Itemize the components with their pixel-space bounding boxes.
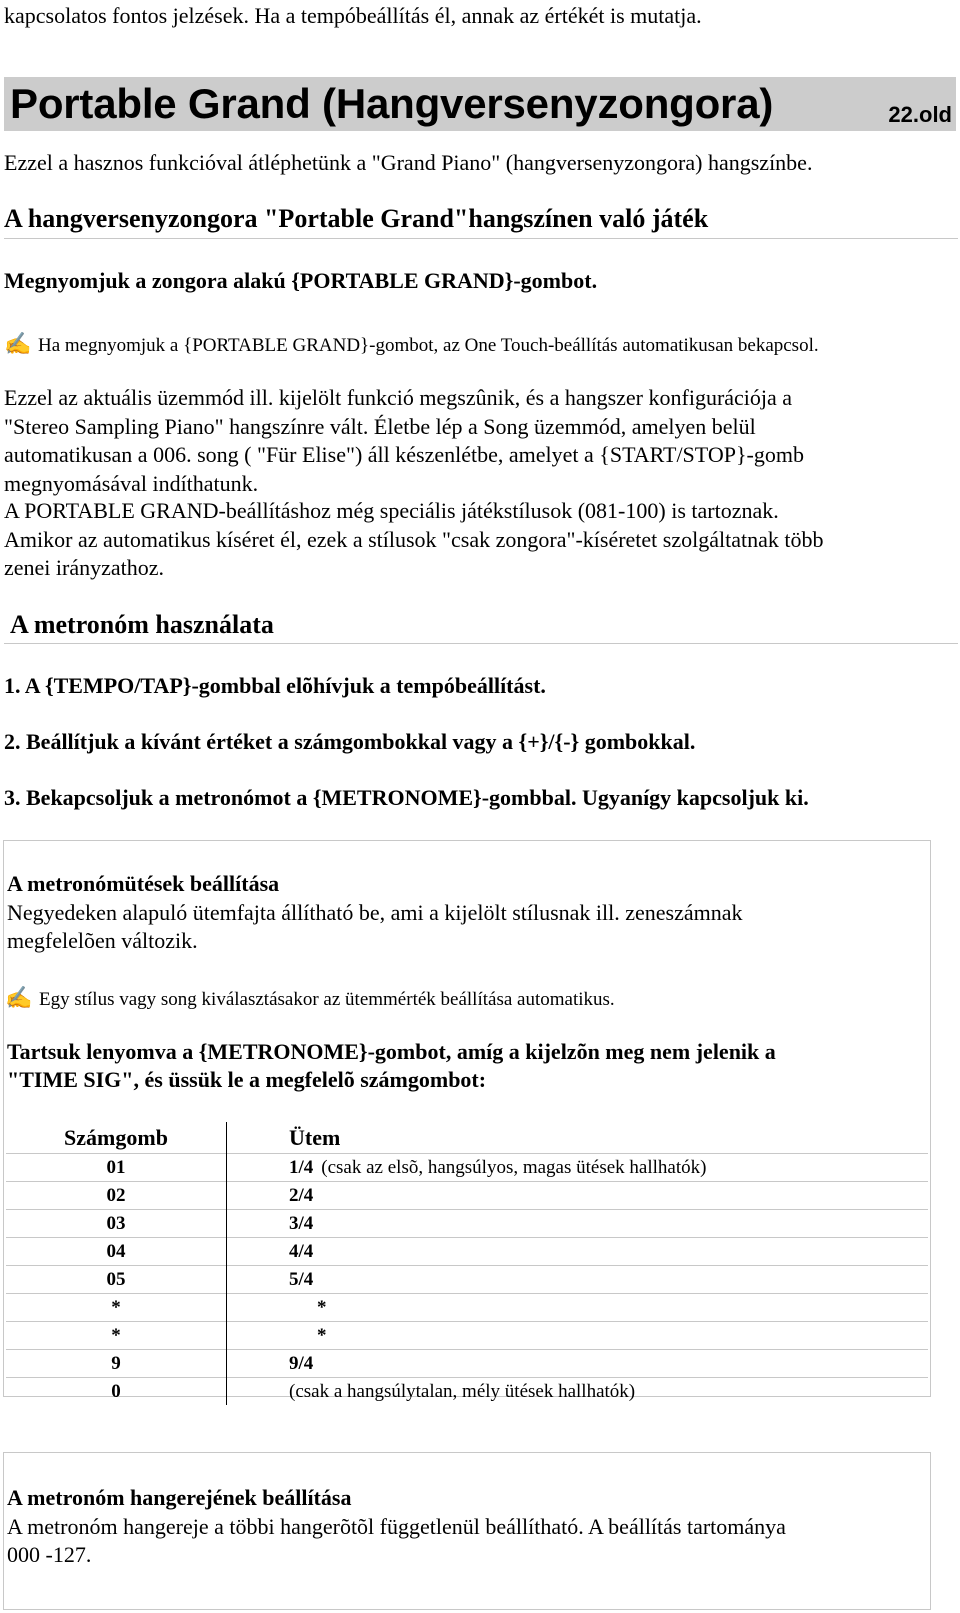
press-instruction: Megnyomjuk a zongora alakú {PORTABLE GRAND}-gombot. xyxy=(4,268,598,293)
paragraph-line: Ezzel az aktuális üzemmód ill. kijelölt funkció megszûnik, és a hangszer konfigurációja a xyxy=(4,385,793,410)
portable-intro: Ezzel a hasznos funkcióval átléphetünk a "Grand Piano" (hangversenyzongora) hangszínbe. xyxy=(4,150,813,175)
note-portable-grand xyxy=(4,331,819,357)
metronome-heading: A metronóm használata xyxy=(10,610,274,639)
paragraph-line: megfelelõen változik. xyxy=(7,928,198,953)
note-text: Ha megnyomjuk a {PORTABLE GRAND}-gombot, az One Touch-beállítás automatikusan bekapcsol. xyxy=(38,335,819,356)
table-cell-key: 05 xyxy=(6,1266,227,1294)
table-cell-key: 02 xyxy=(6,1182,227,1210)
note-text: Egy stílus vagy song kiválasztásakor az ütemmérték beállítása automatikus. xyxy=(39,989,615,1010)
step-3: 3. Bekapcsoljuk a metronómot a {METRONOME}-gombbal. Ugyanígy kapcsoljuk ki. xyxy=(4,785,809,810)
meter-value: 5/4 xyxy=(289,1268,314,1290)
meter-value: 2/4 xyxy=(289,1184,314,1206)
column-header-value: Ütem xyxy=(289,1124,341,1150)
table-cell-value xyxy=(227,1322,929,1350)
paragraph-line: automatikusan a 006. song ( "Für Elise") áll készenlétbe, amelyet a {START/STOP}-gomb xyxy=(4,442,804,468)
paragraph-styles xyxy=(4,497,929,583)
table-row xyxy=(6,1210,928,1238)
table-cell-key: 9 xyxy=(6,1350,227,1378)
paragraph-mode-change xyxy=(4,384,929,498)
table-cell-key: 03 xyxy=(6,1210,227,1238)
table-cell-key: 0 xyxy=(6,1378,227,1406)
pencil-writing-icon: ✍ xyxy=(5,985,33,1010)
table-row xyxy=(6,1350,928,1378)
paragraph-line: Amikor az automatikus kíséret él, ezek a stílusok "csak zongora"-kíséretet szolgáltatnak több xyxy=(4,526,824,552)
instruction-line: "TIME SIG", és üssük le a megfelelõ számgombot: xyxy=(7,1067,487,1092)
table-cell-value xyxy=(227,1266,929,1294)
volume-heading: A metronóm hangerejének beállítása xyxy=(7,1485,352,1510)
pencil-writing-icon: ✍ xyxy=(4,331,32,356)
table-cell-value xyxy=(227,1238,929,1266)
table-cell-value xyxy=(227,1182,929,1210)
paragraph-line: Negyedeken alapuló ütemfajta állítható be, ami a kijelölt stílusnak ill. zeneszámnak xyxy=(7,900,743,925)
divider xyxy=(4,238,958,239)
meter-description: (csak a hangsúlytalan, mély ütések hallhatók) xyxy=(289,1380,636,1402)
paragraph-line: A PORTABLE GRAND-beállításhoz még speciális játékstílusok (081-100) is tartoznak. xyxy=(4,498,779,523)
table-row xyxy=(6,1322,928,1350)
beats-description xyxy=(7,899,743,955)
meter-value: * xyxy=(317,1324,327,1346)
table-row xyxy=(6,1294,928,1322)
table-cell-key: 01 xyxy=(6,1154,227,1182)
table-cell-value xyxy=(227,1210,929,1238)
table-row xyxy=(6,1266,928,1294)
paragraph-line: zenei irányzathoz. xyxy=(4,555,165,581)
table-cell-value xyxy=(227,1378,929,1406)
page-reference: 22.old xyxy=(888,102,952,127)
note-time-signature xyxy=(5,985,615,1011)
paragraph-line: megnyomásával indíthatunk. xyxy=(4,470,259,496)
paragraph-line: 000 -127. xyxy=(7,1542,92,1567)
table-row xyxy=(6,1238,928,1266)
table-cell-key: * xyxy=(6,1294,227,1322)
meter-value: 4/4 xyxy=(289,1240,314,1262)
table-cell-key: 04 xyxy=(6,1238,227,1266)
intro-line: kapcsolatos fontos jelzések. Ha a tempóbeállítás él, annak az értékét is mutatja. xyxy=(4,3,702,28)
paragraph-line: "Stereo Sampling Piano" hangszínre vált. Életbe lép a Song üzemmód, amelyen belül xyxy=(4,413,756,439)
divider xyxy=(4,643,958,644)
paragraph-line: A metronóm hangereje a többi hangerõtõl függetlenül beállítható. A beállítás tartománya xyxy=(7,1514,786,1539)
meter-value: 1/4 xyxy=(289,1156,314,1178)
instruction-line: Tartsuk lenyomva a {METRONOME}-gombot, amíg a kijelzõn meg nem jelenik a xyxy=(7,1039,776,1064)
time-sig-instruction xyxy=(7,1038,776,1094)
step-1: 1. A {TEMPO/TAP}-gombbal elõhívjuk a tempóbeállítást. xyxy=(4,673,546,698)
meter-value: 3/4 xyxy=(289,1212,314,1234)
step-2: 2. Beállítjuk a kívánt értéket a számgombokkal vagy a {+}/{-} gombokkal. xyxy=(4,729,696,754)
table-row xyxy=(6,1182,928,1210)
table-cell-value xyxy=(227,1294,929,1322)
table-row xyxy=(6,1378,928,1406)
section-title: Portable Grand (Hangversenyzongora) xyxy=(10,80,774,127)
table-cell-value xyxy=(227,1154,929,1182)
play-heading: A hangversenyzongora "Portable Grand"hangszínen való játék xyxy=(4,204,709,233)
table-row xyxy=(6,1154,928,1182)
meter-value: * xyxy=(317,1296,327,1318)
time-signature-table xyxy=(6,1122,928,1405)
table-header-row xyxy=(6,1122,928,1154)
column-header-key: Számgomb xyxy=(6,1122,227,1154)
beats-heading: A metronómütések beállítása xyxy=(7,871,280,896)
table-cell-key: * xyxy=(6,1322,227,1350)
meter-value: 9/4 xyxy=(289,1352,314,1374)
table-cell-value xyxy=(227,1350,929,1378)
meter-description: (csak az elsõ, hangsúlyos, magas ütések hallhatók) xyxy=(321,1156,707,1178)
volume-description xyxy=(7,1513,786,1569)
